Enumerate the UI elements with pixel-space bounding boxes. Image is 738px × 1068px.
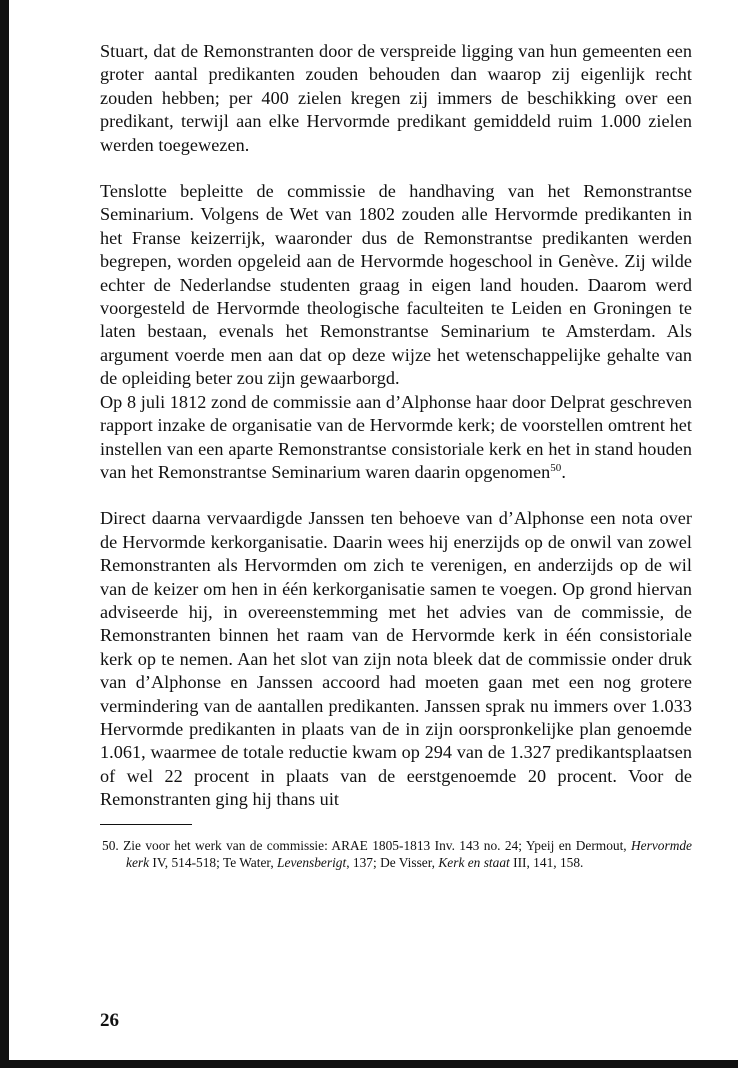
scan-edge-bottom — [0, 1060, 738, 1068]
footnote-title-1: Hervormde kerk — [126, 837, 692, 871]
footnote-text-3: , 137; De Visser, — [346, 855, 439, 871]
paragraph-3-end: . — [561, 461, 566, 482]
page-body — [100, 40, 692, 872]
footnote-number: 50. — [102, 837, 119, 853]
footnote-text-4: III, 141, 158. — [509, 855, 584, 871]
page-number: 26 — [100, 1010, 119, 1031]
footnote-50 — [100, 837, 692, 872]
paragraph-2: Tenslotte bepleitte de commissie de handhaving van het Remonstrantse Seminarium. Volgens de Wet van 1802 zouden alle Hervormde predikanten in het Franse keizerrijk, waaronder dus de Remonstrantse predikanten werden begrepen, worden opgeleid aan de Hervormde hogeschool in Genève. Zij wilde echter de Nederlandse studenten graag in eigen land houden. Daarom werd voorgesteld de Hervormde theologische faculteiten te Leiden en Groningen te laten bestaan, evenals het Remonstrantse Seminarium te Amsterdam. Als argument voerde men aan dat op deze wijze het wetenschappelijke gehalte van de opleiding beter zou zijn gewaarborgd. — [100, 181, 692, 389]
footnote-title-3: Kerk en staat — [438, 855, 510, 871]
scan-edge-left — [0, 0, 9, 1068]
footnote-title-2: Levensberigt — [277, 855, 347, 871]
footnote-text-1: Zie voor het werk van de commissie: ARAE 1805-1813 Inv. 143 no. 24; Ypeij en Dermout, — [123, 837, 632, 853]
paragraph-3 — [100, 391, 692, 485]
footnote-reference[interactable]: 50 — [550, 461, 562, 474]
footnote-text-2: IV, 514-518; Te Water, — [149, 855, 278, 871]
paragraph-1: Stuart, dat de Remonstranten door de verspreide ligging van hun gemeenten een groter aantal predikanten zouden behouden dan waarop zij eigenlijk recht zouden hebben; per 400 zielen kregen zij immers de beschikking over een predikant, terwijl aan elke Hervormde predikant gemiddeld ruim 1.000 zielen werden toegewezen. — [100, 41, 692, 155]
paragraph-4: Direct daarna vervaardigde Janssen ten behoeve van d’Alphonse een nota over de Hervormde kerkorganisatie. Daarin wees hij enerzijds op de onwil van zowel Remonstranten als Hervormden om zich te verenigen, en anderzijds op de wil van de keizer om hen in één kerkorganisatie samen te voegen. Op grond hiervan adviseerde hij, in overeenstemming met het advies van de commissie, de Remonstranten binnen het raam van de Hervormde kerk in één consistoriale kerk op te nemen. Aan het slot van zijn nota bleek dat de commissie onder druk van d’Alphonse en Janssen accoord had moeten gaan met een nog grotere vermindering van de aantallen predikanten. Janssen sprak nu immers over 1.033 Hervormde predikanten in plaats van de in zijn oorspronkelijke plan genoemde 1.061, waarmee de totale reductie kwam op 294 van de 1.327 predikantsplaatsen of wel 22 procent in plaats van de eerstgenoemde 20 procent. Voor de Remonstranten ging hij thans uit — [100, 508, 692, 810]
footnote-divider — [100, 824, 192, 825]
paragraph-3-text: Op 8 juli 1812 zond de commissie aan d’Alphonse haar door Delprat geschreven rapport inzake de organisatie van de Hervormde kerk; de voorstellen omtrent het instellen van een aparte Remonstrantse consistoriale kerk en het in stand houden van het Remonstrantse Seminarium waren daarin opgenomen — [100, 391, 692, 482]
